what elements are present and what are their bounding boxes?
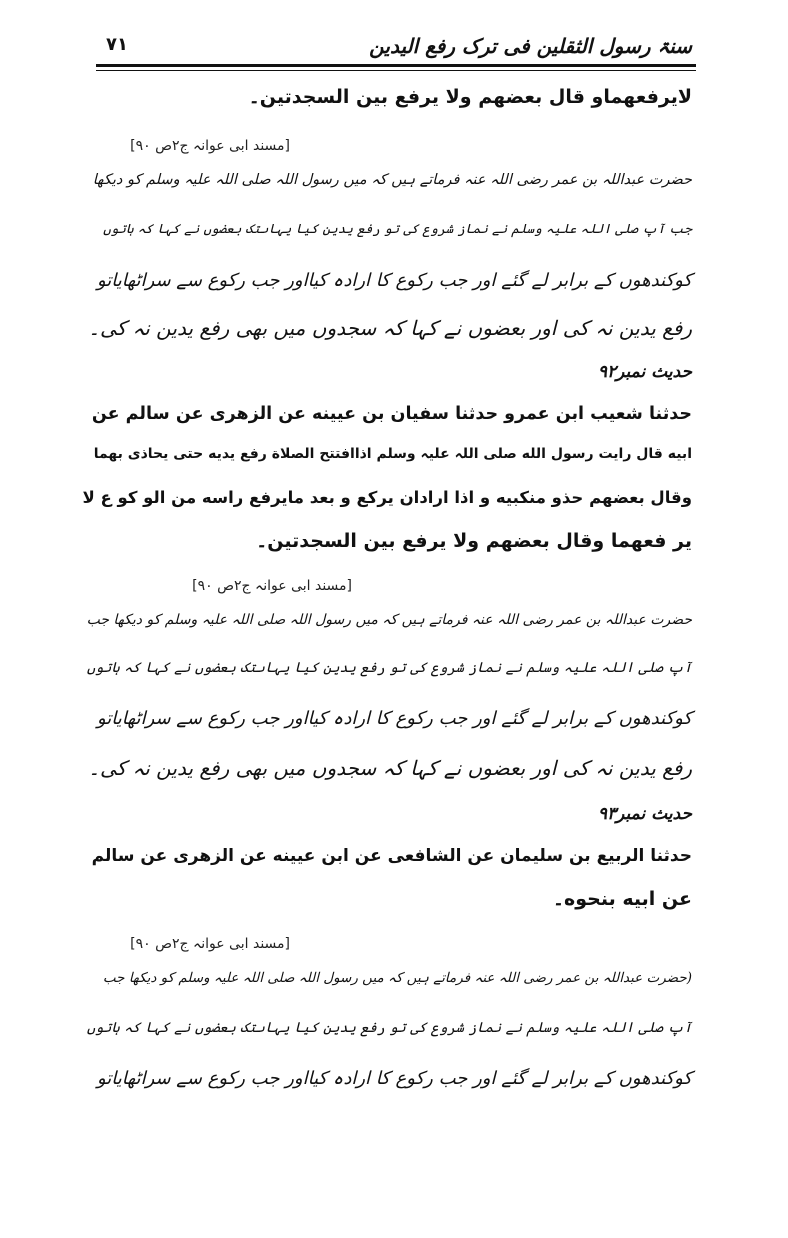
arabic-line: لایرفعھماو قال بعضھم ولا یرفع بین السجدتین۔ (248, 86, 692, 108)
urdu-line: آپ صلی اللہ علیہ وسلم نے نماز شروع کی تو رفع یدین کیا یہاںتک بعضوں نے کہا کہ ہاتوں (86, 660, 692, 676)
arabic-line: ابیه قال رایت رسول الله صلی اللہ علیہ وسلم اذاافتتح الصلاة رفع یدیه حتی یحاذی بھما (93, 446, 692, 462)
urdu-line: کوکندھوں کے برابر لے گئے اور جب رکوع کا ارادہ کیااور جب رکوع سے سراٹھایاتو (96, 1068, 692, 1089)
reference-citation: [مسند ابی عوانہ ج۲ص ۹۰] (130, 936, 290, 952)
reference-citation: [مسند ابی عوانہ ج۲ص ۹۰] (130, 138, 290, 154)
running-header-title: سنۃ رسول الثقلین فی ترک رفع الیدین (369, 34, 692, 58)
header-rule-thin (96, 70, 696, 71)
urdu-line: کوکندھوں کے برابر لے گئے اور جب رکوع کا ارادہ کیااور جب رکوع سے سراٹھایاتو (96, 708, 692, 729)
arabic-line: حدثنا شعیب ابن عمرو حدثنا سفیان بن عیینه عن الزهری عن سالم عن (91, 404, 692, 424)
page-number: ۷۱ (106, 34, 128, 55)
header-rule-thick (96, 64, 696, 67)
urdu-line: (حضرت عبداللہ بن عمر رضی اللہ عنہ فرماتے ہیں کہ میں رسول اللہ صلی اللہ علیہ وسلم کو دیکھا جب (102, 970, 692, 986)
hadith-number-heading: حدیث نمبر۹۳ (597, 804, 692, 824)
arabic-line: عن ابیه بنحوه۔ (552, 888, 692, 910)
urdu-line: رفع یدین نہ کی اور بعضوں نے کہا کہ سجدوں میں بھی رفع یدین نہ کی۔ (88, 316, 692, 340)
arabic-line: وقال بعضھم حذو منکبیه و اذا ارادان یرکع و بعد مایرفع راسه من الو کو ع لا (82, 488, 692, 507)
arabic-line: حدثنا الربیع بن سلیمان عن الشافعی عن ابن عیینه عن الزهری عن سالم (91, 846, 692, 866)
urdu-line: آپ صلی اللہ علیہ وسلم نے نماز شروع کی تو رفع یدین کیا یہاںتک بعضوں نے کہا کہ ہاتوں (86, 1020, 692, 1036)
urdu-line: جب آپ صلی اللہ علیہ وسلم نے نماز شروع کی تو رفع یدین کیا یہاںتک بعضوں نے کہا کہ ہاتوں (103, 222, 692, 237)
arabic-line: یر فعھما وقال بعضھم ولا یرفع بین السجدتین۔ (256, 530, 692, 552)
urdu-line: حضرت عبداللہ بن عمر رضی اللہ عنہ فرماتے ہیں کہ میں رسول اللہ صلی اللہ علیہ وسلم کو دیکھا جب (86, 612, 692, 628)
urdu-line: رفع یدین نہ کی اور بعضوں نے کہا کہ سجدوں میں بھی رفع یدین نہ کی۔ (88, 756, 692, 780)
hadith-number-heading: حدیث نمبر۹۲ (597, 362, 692, 382)
urdu-line: حضرت عبداللہ بن عمر رضی اللہ عنہ فرماتے ہیں کہ میں رسول اللہ صلی اللہ علیہ وسلم کو دیکھا (92, 172, 692, 188)
reference-citation: [مسند ابی عوانہ ج۲ص ۹۰] (192, 578, 352, 594)
urdu-line: کوکندھوں کے برابر لے گئے اور جب رکوع کا ارادہ کیااور جب رکوع سے سراٹھایاتو (96, 270, 692, 291)
